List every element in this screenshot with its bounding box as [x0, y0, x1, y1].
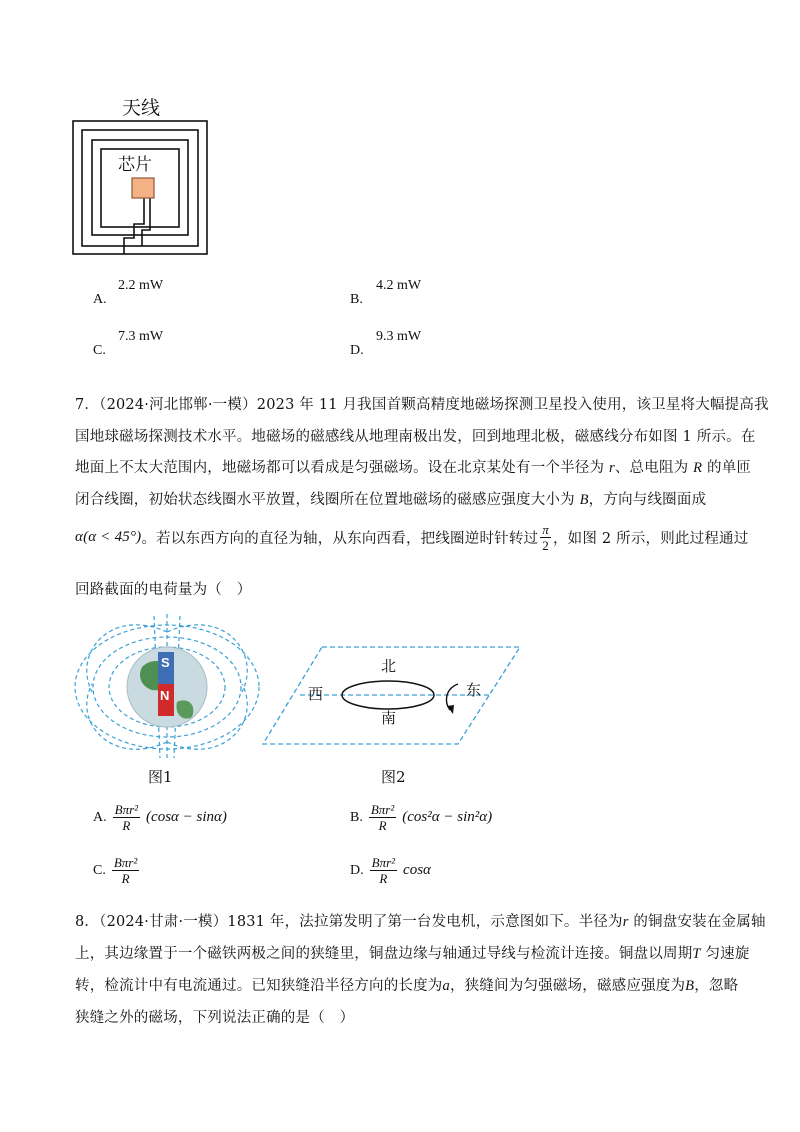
earth-magnetic-field-figure	[72, 612, 264, 762]
q7-line-5: α(α < 45°) 。若以东西方向的直径为轴，从东向西看，把线圈逆时针转过 $\frac{\pi}{2}$ ，如图 2 所示，则此过程通过	[75, 522, 749, 553]
fig2-south-label: 南	[381, 709, 397, 727]
q7-option-d[interactable]: D. $\frac{\text{Bπr²}}{R}$ cosα	[350, 855, 431, 886]
q7-line-6: 回路截面的电荷量为（ ）	[75, 582, 252, 598]
fig2-east-label: 东	[466, 681, 482, 699]
q7-line-1: 7．（2024·河北邯郸·一模）2023 年 11 月我国首颗高精度地磁场探测卫星投入使用，该卫星将大幅提高我	[75, 397, 769, 413]
antenna-label: 天线	[122, 97, 161, 119]
q8-line-1: 8．（2024·甘肃·一模）1831 年，法拉第发明了第一台发电机，示意图如下。半径为r 的铜盘安装在金属轴	[75, 914, 766, 930]
q7-line-4: 闭合线圈，初始状态线圈水平放置，线圈所在位置地磁场的磁感应强度大小为 B，方向与线圈面成	[75, 492, 707, 508]
fig1-caption: 图1	[148, 768, 173, 786]
antenna-chip-figure	[70, 118, 212, 258]
q7-option-b[interactable]: B. $\frac{\text{Bπr²}}{R}$ (cos²α − sin²α)	[350, 802, 493, 833]
q7-option-c[interactable]: C. $\frac{\text{Bπr²}}{R}$	[93, 855, 138, 886]
q8-line-4: 狭缝之外的磁场，下列说法正确的是（ ）	[75, 1010, 355, 1026]
fig2-caption: 图2	[381, 768, 406, 786]
q7-line-2: 国地球磁场探测技术水平。地磁场的磁感线从地理南极出发，回到地理北极，磁感线分布如图 1 所示。在	[75, 429, 756, 445]
q8-line-2: 上，其边缘置于一个磁铁两极之间的狭缝里，铜盘边缘与轴通过导线与检流计连接。铜盘以周期T 匀速旋	[75, 946, 750, 962]
q8-line-3: 转，检流计中有电流通过。已知狭缝沿半径方向的长度为a，狭缝间为匀强磁场，磁感应强度为B，忽略	[75, 978, 739, 994]
magnet-s-label: S	[161, 655, 170, 670]
magnet-n-label: N	[160, 688, 170, 703]
chip-label: 芯片	[118, 155, 152, 175]
q7-line-3: 地面上不太大范围内，地磁场都可以看成是匀强磁场。设在北京某处有一个半径为 r、总电阻为 R 的单匝	[75, 460, 752, 476]
pi-over-2: $\frac{\pi}{2}$	[542, 522, 549, 553]
q7-option-a[interactable]: A. $\frac{\text{Bπr²}}{R}$ (cosα − sinα)	[93, 802, 227, 833]
fig2-west-label: 西	[308, 685, 324, 703]
fig2-north-label: 北	[381, 657, 397, 675]
